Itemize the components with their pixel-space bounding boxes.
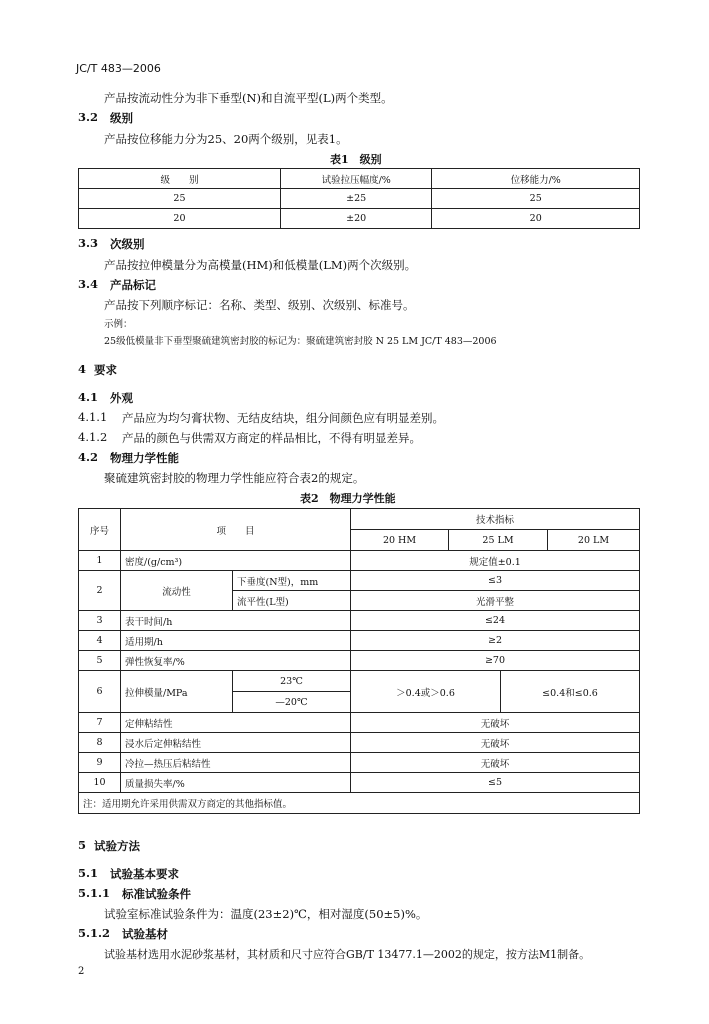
table2-header-20hm: 20 HM [351, 530, 449, 551]
paragraph-substrate: 试验基材选用水泥砂浆基材，其材质和尺寸应符合GB/T 13477.1—2002的规定，按方法M1制备。 [104, 948, 591, 961]
table2-row-no: 2 [79, 571, 121, 611]
section-3-2-number: 3.2 [78, 110, 99, 124]
section-4-1-1-text: 产品应为均匀膏状物、无结皮结块，组分间颜色应有明显差别。 [122, 411, 444, 425]
section-5-1-2-number: 5.1.2 [78, 926, 111, 940]
table2-caption: 表2 物理力学性能 [300, 492, 396, 505]
table2-row-item: 流动性 [121, 571, 233, 611]
section-5-1-number: 5.1 [78, 866, 99, 880]
paragraph-properties: 聚硫建筑密封胶的物理力学性能应符合表2的规定。 [104, 471, 365, 485]
section-4-title: 要求 [94, 363, 117, 377]
table2-row-value-lm: ≤0.4和≤0.6 [501, 671, 640, 713]
table2-row-item: 冷拉—热压后粘结性 [121, 753, 351, 773]
section-4-1-1-number: 4.1.1 [78, 410, 108, 424]
section-4-1-2-number: 4.1.2 [78, 430, 108, 444]
table1 [78, 168, 640, 229]
paragraph-subgrades: 产品按拉伸模量分为高模量(HM)和低模量(LM)两个次级别。 [104, 258, 417, 272]
table1-cell: 20 [432, 209, 640, 229]
section-5-1-title: 试验基本要求 [110, 867, 179, 881]
table2-row-no: 1 [79, 551, 121, 571]
paragraph-flow-types: 产品按流动性分为非下垂型(N)和自流平型(L)两个类型。 [104, 91, 393, 105]
table2-row-subitem: 流平性(L型) [233, 591, 351, 611]
table2-row-value: 规定值±0.1 [351, 551, 640, 571]
section-5-1-1-title: 标准试验条件 [122, 887, 191, 901]
paragraph-conditions: 试验室标准试验条件为：温度(23±2)℃，相对湿度(50±5)%。 [104, 907, 428, 921]
table2-row-item: 拉伸模量/MPa [121, 671, 233, 713]
page-number: 2 [78, 966, 85, 977]
table2-row-value: ≤5 [351, 773, 640, 793]
section-5-title: 试验方法 [94, 839, 140, 853]
example-label: 示例： [104, 319, 133, 330]
table1-caption: 表1 级别 [330, 153, 382, 166]
table1-cell: ±25 [280, 189, 431, 209]
table2-row-item: 浸水后定伸粘结性 [121, 733, 351, 753]
table2-row-value: 无破坏 [351, 713, 640, 733]
table2-row-item: 弹性恢复率/% [121, 651, 351, 671]
table2-row-item: 密度/(g/cm³) [121, 551, 351, 571]
section-3-4-title: 产品标记 [110, 278, 156, 292]
section-3-3-number: 3.3 [78, 236, 99, 250]
table2-row-value: ≤3 [351, 571, 640, 591]
table2-row-item: 表干时间/h [121, 611, 351, 631]
section-4-2-number: 4.2 [78, 450, 99, 464]
table2 [78, 508, 640, 814]
table1-cell: 25 [79, 189, 281, 209]
table1-cell: 25 [432, 189, 640, 209]
table1-header-amplitude: 试验拉压幅度/% [280, 169, 431, 189]
table1-header-grade: 级 别 [79, 169, 281, 189]
example-text: 25级低模量非下垂型聚硫建筑密封胶的标记为：聚硫建筑密封胶 N 25 LM JC/T 483—2006 [104, 336, 497, 347]
table2-row-no: 10 [79, 773, 121, 793]
section-5-1-1-number: 5.1.1 [78, 886, 111, 900]
table1-header-movement: 位移能力/% [432, 169, 640, 189]
section-4-number: 4 [78, 362, 87, 376]
table2-row-value: 无破坏 [351, 733, 640, 753]
table2-row-no: 6 [79, 671, 121, 713]
table2-row-value: 光滑平整 [351, 591, 640, 611]
table2-row-item: 适用期/h [121, 631, 351, 651]
section-3-2-title: 级别 [110, 111, 133, 125]
paragraph-marking: 产品按下列顺序标记：名称、类型、级别、次级别、标准号。 [104, 298, 415, 312]
table2-row-no: 7 [79, 713, 121, 733]
table2-row-subitem: 23℃ [233, 671, 351, 692]
table2-row-subitem: —20℃ [233, 692, 351, 713]
table1-cell: ±20 [280, 209, 431, 229]
table2-header-item: 项 目 [121, 509, 351, 551]
table2-row-no: 5 [79, 651, 121, 671]
section-3-4-number: 3.4 [78, 277, 99, 291]
table2-header-spec: 技术指标 [351, 509, 640, 530]
table2-header-20lm: 20 LM [548, 530, 640, 551]
table2-row-no: 3 [79, 611, 121, 631]
table2-row-value: ≥2 [351, 631, 640, 651]
table1-cell: 20 [79, 209, 281, 229]
section-5-number: 5 [78, 838, 87, 852]
table2-row-value: ≥70 [351, 651, 640, 671]
paragraph-grades: 产品按位移能力分为25、20两个级别，见表1。 [104, 132, 348, 146]
table2-header-25lm: 25 LM [449, 530, 548, 551]
table2-row-no: 9 [79, 753, 121, 773]
table2-row-item: 质量损失率/% [121, 773, 351, 793]
section-4-2-title: 物理力学性能 [110, 451, 179, 465]
table2-row-item: 定伸粘结性 [121, 713, 351, 733]
table2-note: 注：适用期允许采用供需双方商定的其他指标值。 [79, 793, 640, 814]
section-4-1-2-text: 产品的颜色与供需双方商定的样品相比，不得有明显差异。 [122, 431, 421, 445]
table2-row-no: 8 [79, 733, 121, 753]
table2-row-value: ≤24 [351, 611, 640, 631]
section-4-1-number: 4.1 [78, 390, 99, 404]
table2-row-value: 无破坏 [351, 753, 640, 773]
section-3-3-title: 次级别 [110, 237, 145, 251]
table2-row-subitem: 下垂度(N型)，mm [233, 571, 351, 591]
section-4-1-title: 外观 [110, 391, 133, 405]
table2-row-value-hm: ＞0.4或＞0.6 [351, 671, 501, 713]
header-standard-number: JC/T 483—2006 [76, 62, 161, 75]
table2-row-no: 4 [79, 631, 121, 651]
section-5-1-2-title: 试验基材 [122, 927, 168, 941]
table2-header-no: 序号 [79, 509, 121, 551]
